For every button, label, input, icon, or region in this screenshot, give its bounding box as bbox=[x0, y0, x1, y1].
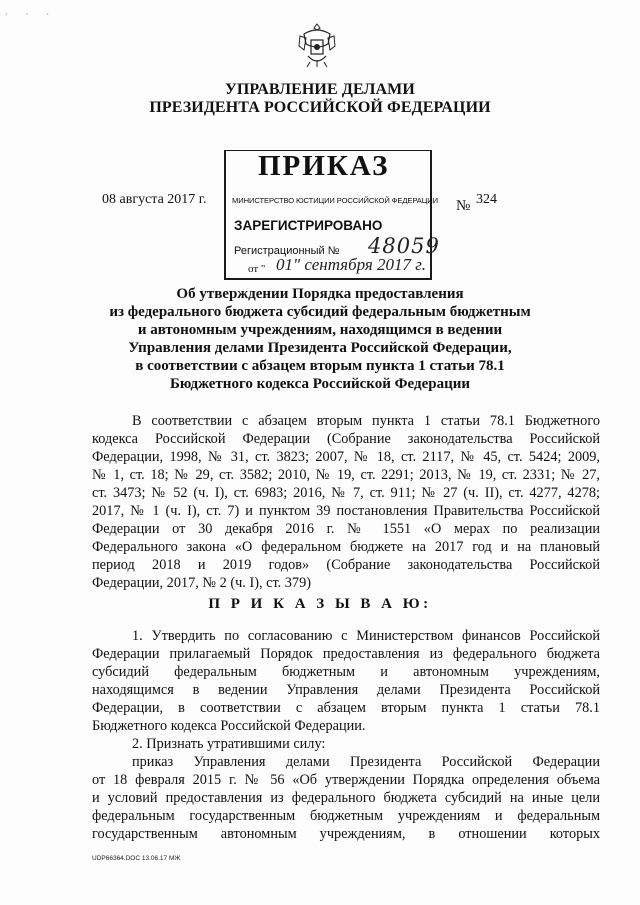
item-2-line: федеральным государственным бюджетным учреждениям и федеральным bbox=[92, 808, 600, 824]
stamp-regdate-value: 01" сентября 2017 г. bbox=[276, 255, 426, 274]
preamble-line: Федерального закона «О федеральном бюджете на 2017 год и на плановый bbox=[92, 539, 600, 555]
preamble-line: № 1, ст. 18; № 29, ст. 3582; 2010, № 19, ст. 2291; 2013, № 19, ст. 2331; № 27, bbox=[92, 467, 600, 483]
preamble-line: В соответствии с абзацем вторым пункта 1 статьи 78.1 Бюджетного bbox=[132, 413, 600, 429]
order-number: 324 bbox=[476, 192, 497, 207]
preamble-line: Федерации, 2017, № 2 (ч. I), ст. 379) bbox=[92, 575, 311, 591]
agency-name-line-1: УПРАВЛЕНИЕ ДЕЛАМИ bbox=[225, 81, 415, 98]
preamble-line: Федерации от 30 декабря 2016 г. № 1551 «О мерах по реализации bbox=[92, 521, 600, 537]
document-type-title: ПРИКАЗ bbox=[258, 150, 390, 182]
registration-stamp bbox=[224, 150, 440, 280]
order-number-label: № bbox=[456, 198, 471, 214]
preamble-line: 2017, № 1 (ч. I), ст. 7) и пунктом 39 постановления Правительства Российской bbox=[92, 503, 600, 519]
file-reference-footer: UDP66364.DOC 13.06.17 МЖ bbox=[92, 855, 181, 862]
item-1-line: 1. Утвердить по согласованию с Министерством финансов Российской bbox=[132, 628, 600, 644]
scan-speck-marks: · · · bbox=[5, 10, 57, 19]
preamble-line: кодекса Российской Федерации (Собрание законодательства Российской bbox=[92, 431, 600, 447]
title-line: Об утверждении Порядка предоставления bbox=[176, 286, 464, 302]
stamp-registered-label: ЗАРЕГИСТРИРОВАНО bbox=[234, 218, 383, 233]
item-2-line: приказ Управления делами Президента Российской Федерации bbox=[132, 754, 600, 770]
stamp-regdate-label: от " bbox=[248, 263, 266, 275]
preamble-line: Федерации, 1998, № 31, ст. 3823; 2007, № 18, ст. 2117, № 45, ст. 5424; 2009, bbox=[92, 449, 600, 465]
item-2-line: 2. Признать утратившими силу: bbox=[132, 736, 326, 752]
item-1-line: находящимся в ведении Управления делами Президента Российской bbox=[92, 682, 600, 698]
item-1-line: Федерации прилагаемый Порядок предоставления из федерального бюджета bbox=[92, 646, 600, 662]
stamp-regnum-label: Регистрационный № bbox=[234, 245, 340, 257]
order-date: 08 августа 2017 г. bbox=[102, 192, 207, 207]
item-2-line: от 18 февраля 2015 г. № 56 «Об утверждении Порядка определения объема bbox=[92, 772, 600, 788]
coat-of-arms-icon bbox=[296, 20, 338, 70]
item-1-line: субсидий федеральным бюджетным и автономным учреждениям, bbox=[92, 664, 600, 680]
item-2-line: государственным автономным учреждениям, в отношении которых bbox=[92, 826, 600, 842]
title-line: Управления делами Президента Российской Федерации, bbox=[128, 340, 512, 356]
agency-name-line-2: ПРЕЗИДЕНТА РОССИЙСКОЙ ФЕДЕРАЦИИ bbox=[149, 99, 491, 116]
title-line: из федерального бюджета субсидий федеральным бюджетным bbox=[109, 304, 531, 320]
item-2-line: и условий предоставления из федерального бюджета субсидий на иные цели bbox=[92, 790, 600, 806]
title-line: в соответствии с абзацем вторым пункта 1 статьи 78.1 bbox=[135, 358, 505, 374]
preamble-line: период 2018 и 2019 годов» (Собрание законодательства Российской bbox=[92, 557, 600, 573]
decree-heading: П Р И К А З Ы В А Ю: bbox=[208, 596, 432, 612]
stamp-regnum-value: 48059 bbox=[368, 234, 440, 258]
item-1-line: Федерации, в соответствии с абзацем вторым пункта 1 статьи 78.1 bbox=[92, 700, 600, 716]
item-1-line: Бюджетного кодекса Российской Федерации. bbox=[92, 718, 366, 734]
stamp-ministry-name: МИНИСТЕРСТВО ЮСТИЦИИ РОССИЙСКОЙ ФЕДЕРАЦИИ bbox=[232, 196, 438, 205]
preamble-line: ст. 3473; № 52 (ч. I), ст. 6983; 2016, № 7, ст. 911; № 27 (ч. II), ст. 4277, 4278; bbox=[92, 485, 600, 501]
title-line: Бюджетного кодекса Российской Федерации bbox=[169, 376, 470, 392]
title-line: и автономным учреждениям, находящимся в ведении bbox=[137, 322, 503, 338]
